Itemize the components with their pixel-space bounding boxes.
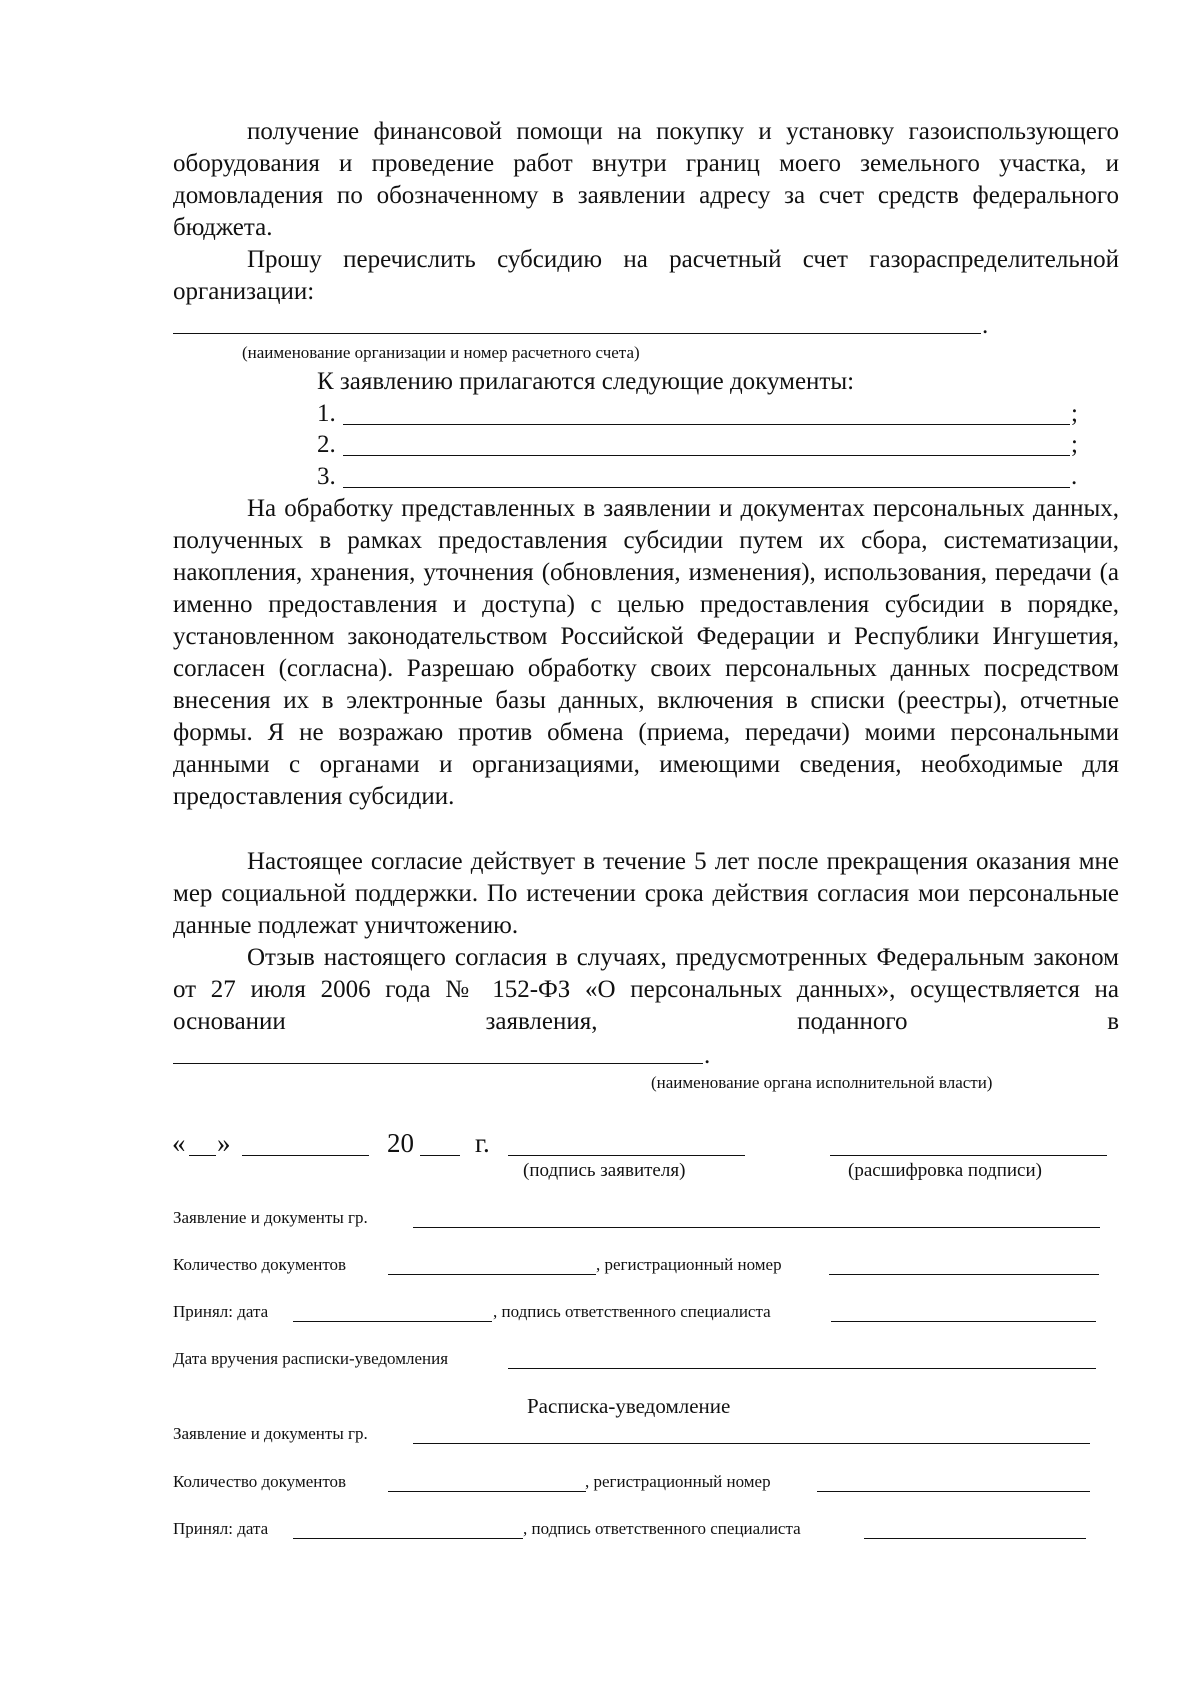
applicant-signature-line[interactable] — [508, 1155, 745, 1156]
received-from-label: Заявление и документы гр. — [173, 1208, 368, 1227]
consent-validity-paragraph — [173, 846, 1119, 942]
receipt-title: Расписка-уведомление — [527, 1394, 731, 1418]
date-year-suffix: г. — [475, 1128, 490, 1158]
date-quote-open: « — [172, 1128, 186, 1158]
consent-withdrawal-text: Отзыв настоящего согласия в случаях, предусмотренных Федеральным законом от 27 июля 2006 года № 152-ФЗ «О персональных данных», осуществляется на основании заявления, поданного в — [173, 944, 1119, 1035]
signature-transcript-line[interactable] — [830, 1155, 1107, 1156]
transfer-request-text: Прошу перечислить субсидию на расчетный счет газораспределительной организации: — [173, 246, 1119, 305]
receipt-doc-count-line[interactable] — [388, 1491, 586, 1492]
attachment-number: 1. — [317, 400, 336, 427]
intro-text: получение финансовой помощи на покупку и установку газоиспользующего оборудования и проведение работ внутри границ моего земельного участка, и домовладения по обозначенному в заявлении адресу за счет средств федерального бюджета. — [173, 118, 1119, 241]
account-field-line[interactable] — [173, 333, 981, 334]
attachment-number: 3. — [317, 463, 336, 490]
attachment-1-line[interactable] — [343, 424, 1070, 425]
signature-caption: (подпись заявителя) — [523, 1160, 686, 1181]
attachment-end-mark: . — [1071, 463, 1078, 490]
account-end-mark: . — [982, 312, 989, 339]
authority-caption: (наименование органа исполнительной власти) — [651, 1073, 993, 1092]
receipt-doc-count-label: Количество документов — [173, 1472, 347, 1491]
doc-count-label: Количество документов — [173, 1255, 347, 1274]
reg-number-line[interactable] — [829, 1274, 1099, 1275]
specialist-signature-line[interactable] — [831, 1321, 1096, 1322]
receipt-date-line[interactable] — [508, 1368, 1096, 1369]
consent-paragraph — [173, 493, 1119, 813]
consent-text: На обработку представленных в заявлении и документах персональных данных, полученных в рамках предоставления субсидии путем их сбора, систематизации, накопления, хранения, уточнения (обновления, изменения), использования, передачи (а именно предоставления и доступа) с целью предоставления субсидии в порядке, установленном законодательством Российской Федерации и Республики Ингушетия, согласен (согласна). Разрешаю обработку своих персональных данных посредством внесения их в электронные базы данных, включения в списки (реестры), отчетные формы. Я не возражаю против обмена (приема, передачи) моими персональными данными с органами и организациями, имеющими сведения, необходимые для предоставления субсидии. — [173, 495, 1119, 810]
consent-withdrawal-paragraph — [173, 942, 1119, 1038]
reg-number-label: , регистрационный номер — [596, 1255, 782, 1274]
attachment-2-line[interactable] — [343, 455, 1070, 456]
date-year-prefix: 20 — [387, 1128, 414, 1158]
receipt-received-from-line[interactable] — [413, 1443, 1090, 1444]
receipt-accepted-date-line[interactable] — [293, 1538, 523, 1539]
accepted-date-line[interactable] — [293, 1321, 492, 1322]
specialist-signature-label: , подпись ответственного специалиста — [493, 1302, 771, 1321]
receipt-reg-number-line[interactable] — [817, 1491, 1090, 1492]
consent-validity-text: Настоящее согласие действует в течение 5 лет после прекращения оказания мне мер социальной поддержки. По истечении срока действия согласия мои персональные данные подлежат уничтожению. — [173, 848, 1119, 939]
transfer-request-paragraph — [173, 244, 1119, 308]
doc-count-line[interactable] — [388, 1274, 596, 1275]
receipt-specialist-signature-label: , подпись ответственного специалиста — [523, 1519, 801, 1538]
date-year-line[interactable] — [420, 1155, 460, 1156]
accepted-date-label: Принял: дата — [173, 1302, 269, 1321]
transcript-caption: (расшифровка подписи) — [848, 1160, 1042, 1181]
attachments-heading: К заявлению прилагаются следующие документы: — [317, 368, 855, 395]
receipt-specialist-signature-line[interactable] — [864, 1538, 1086, 1539]
receipt-date-label: Дата вручения расписки-уведомления — [173, 1349, 449, 1368]
received-from-line[interactable] — [413, 1227, 1100, 1228]
date-month-line[interactable] — [242, 1155, 369, 1156]
authority-field-line[interactable] — [173, 1063, 703, 1064]
account-caption: (наименование организации и номер расчетного счета) — [242, 343, 640, 362]
receipt-received-from-label: Заявление и документы гр. — [173, 1424, 368, 1443]
date-day-line[interactable] — [189, 1155, 216, 1156]
attachment-end-mark: ; — [1071, 400, 1078, 427]
date-quote-close: » — [217, 1128, 231, 1158]
intro-paragraph — [173, 116, 1119, 244]
receipt-reg-number-label: , регистрационный номер — [585, 1472, 771, 1491]
attachment-number: 2. — [317, 431, 336, 458]
attachment-end-mark: ; — [1071, 431, 1078, 458]
attachment-3-line[interactable] — [343, 487, 1070, 488]
receipt-accepted-date-label: Принял: дата — [173, 1519, 269, 1538]
authority-end-mark: . — [704, 1042, 711, 1069]
